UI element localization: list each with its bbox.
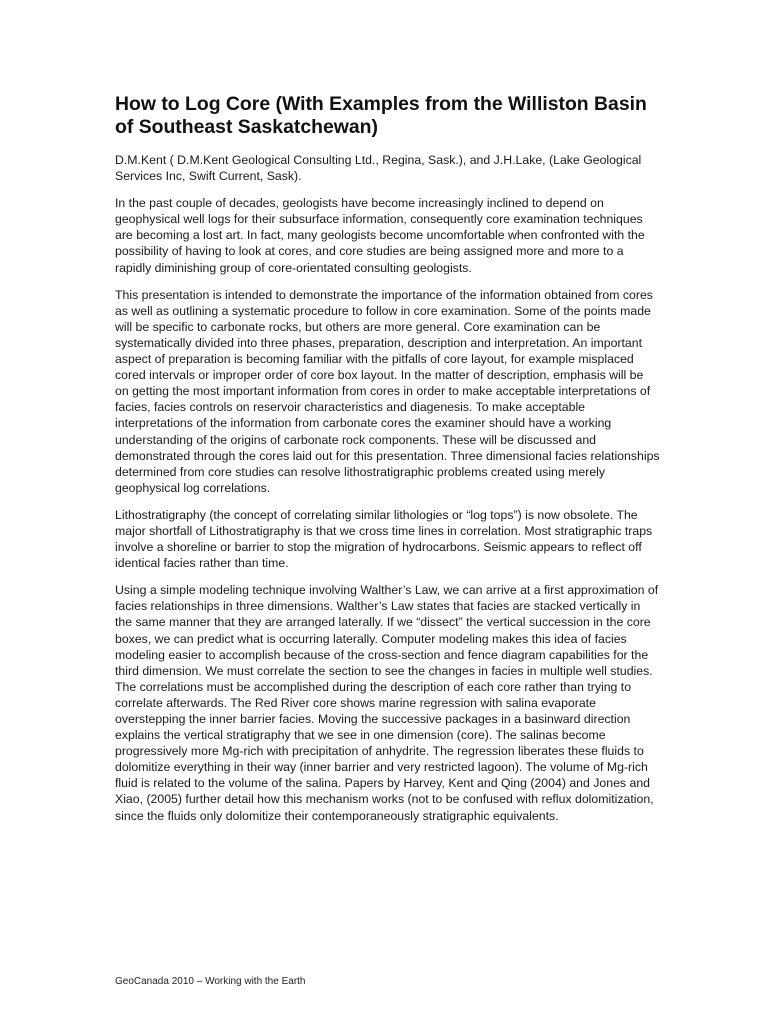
body-paragraph-4: Using a simple modeling technique involving Walther’s Law, we can arrive at a first approximation of facies relationships in three dimensions. Walther’s Law states that facies are stacked vertically in the same manner that they are arranged laterally. If we “dissect” the vertical succession in the core boxes, we can predict what is occurring laterally. Computer modeling makes this idea of facies modeling easier to accomplish because of the cross-section and fence diagram capabilities for the third dimension. We must correlate the section to see the changes in facies in multiple well studies. The correlations must be accomplished during the description of each core rather than trying to correlate afterwards. The Red River core shows marine regression with salina evaporate overstepping the inner barrier facies. Moving the successive packages in a basinward direction explains the vertical stratigraphy that we see in one dimension (core). The salinas become progressively more Mg-rich with precipitation of anhydrite. The regression liberates these fluids to dolomitize everything in their way (inner barrier and very restricted lagoon). The volume of Mg-rich fluid is related to the volume of the salina. Papers by Harvey, Kent and Qing (2004) and Jones and Xiao, (2005) further detail how this mechanism works (not to be confused with reflux dolomitization, since the fluids only dolomitize their contemporaneously stratigraphic equivalents. xyxy=(115,583,659,823)
document-page xyxy=(115,93,660,835)
authors-line: D.M.Kent ( D.M.Kent Geological Consulting Ltd., Regina, Sask.), and J.H.Lake, (Lake Geological Services Inc, Swift Current, Sask). xyxy=(115,153,642,184)
body-paragraph-3: Lithostratigraphy (the concept of correlating similar lithologies or “log tops”) is now obsolete. The major shortfall of Lithostratigraphy is that we cross time lines in correlation. Most stratigraphic traps involve a shoreline or barrier to stop the migration of hydrocarbons. Seismic appears to reflect off identical facies rather than time. xyxy=(115,507,653,571)
body-paragraph-1: In the past couple of decades, geologists have become increasingly inclined to depend on geophysical well logs for their subsurface information, consequently core examination techniques are becoming a lost art. In fact, many geologists become uncomfortable when confronted with the possibility of having to look at cores, and core studies are being assigned more and more to a rapidly diminishing group of core-orientated consulting geologists. xyxy=(115,196,645,275)
body-paragraph-2: This presentation is intended to demonstrate the importance of the information obtained from cores as well as outlining a systematic procedure to follow in core examination. Some of the points made will be specific to carbonate rocks, but others are more general. Core examination can be systematically divided into three phases, preparation, description and interpretation. An important aspect of preparation is becoming familiar with the pitfalls of core layout, for example misplaced cored intervals or improper order of core box layout. In the matter of description, emphasis will be on getting the most important information from cores in order to make acceptable interpretations of facies, facies controls on reservoir characteristics and diagenesis. To make acceptable interpretations of the information from carbonate cores the examiner should have a working understanding of the origins of carbonate rock components. These will be discussed and demonstrated through the cores laid out for this presentation. Three dimensional facies relationships determined from core studies can resolve lithostratigraphic problems created using merely geophysical log correlations. xyxy=(115,287,660,495)
page-footer: GeoCanada 2010 – Working with the Earth xyxy=(115,976,306,987)
document-title: How to Log Core (With Examples from the Williston Basin of Southeast Saskatchewan) xyxy=(115,93,647,138)
